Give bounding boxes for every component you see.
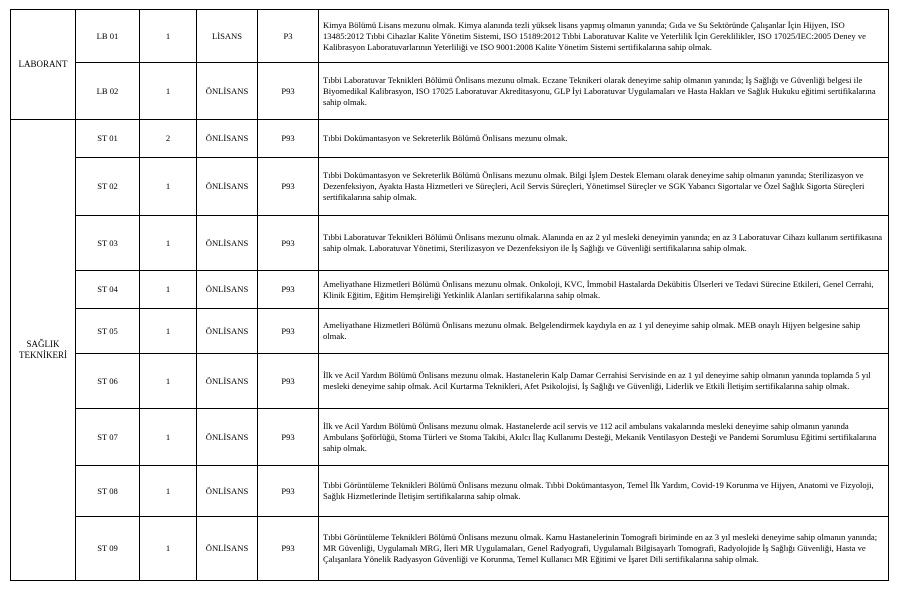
requirements-text: Tıbbi Laboratuvar Teknikleri Bölümü Önlisans mezunu olmak. Alanında en az 2 yıl mesleki deneyimin yanında; en az 3 Laboratuvar Cihazı kullanım sertifikasına sahip olmak. Laboratuvar Yönetimi, Sterilizasyon ve Dezenfeksiyon ile İş Sağlığı ve Güvenliği sertifikalarına sahip olmak. [319,216,889,271]
group-laborant: LABORANT [11,10,76,120]
table-row [11,409,889,466]
requirements-text: Ameliyathane Hizmetleri Bölümü Önlisans mezunu olmak. Belgelendirmek kaydıyla en az 1 yıl deneyime sahip olmak. MEB onaylı Hijyen belgesine sahip olmak. [319,309,889,354]
position-code: LB 02 [76,63,140,120]
position-count: 1 [140,271,197,309]
kpss-score-type: P93 [258,120,319,158]
position-count: 1 [140,409,197,466]
table-row [11,271,889,309]
table-row [11,10,889,63]
position-code: ST 05 [76,309,140,354]
position-count: 1 [140,63,197,120]
position-code: ST 04 [76,271,140,309]
table-row [11,120,889,158]
requirements-text: Tıbbi Dokümantasyon ve Sekreterlik Bölümü Önlisans mezunu olmak. Bilgi İşlem Destek Elemanı olarak deneyime sahip olmanın yanında; Sterilizasyon ve Dezenfeksiyon, Ayakta Hasta Hizmetleri ve Süreçleri, Acil Servis Süreçleri, Yönetimsel Süreçler ve SGK Yabancı Sigortalar ve Özel Sağlık Sigorta Süreçleri sertifikalarına sahip olmak. [319,158,889,216]
requirements-text: Kimya Bölümü Lisans mezunu olmak. Kimya alanında tezli yüksek lisans yapmış olmanın yanında; Gıda ve Su Sektöründe Çalışanlar İçin Hijyen, ISO 13485:2012 Tıbbi Cihazlar Kalite Yönetim Sistemi, ISO 15189:2012 Tıbbi Laboratuvar Kalite ve Yeterlilik İçin Gereklilikler, ISO 17025/IEC:2005 Deney ve Kalibrasyon Laboratuvarlarının Yeterliliği ve ISO 9001:2008 Kalite Yönetim Sistemi sertifikalarına sahip olmak. [319,10,889,63]
position-count: 1 [140,216,197,271]
position-code: ST 03 [76,216,140,271]
kpss-score-type: P93 [258,466,319,517]
kpss-score-type: P93 [258,158,319,216]
requirements-text: İlk ve Acil Yardım Bölümü Önlisans mezunu olmak. Hastanelerde acil servis ve 112 acil ambulans vakalarında mesleki deneyime sahip olmanın yanında Ambulans Şoförlüğü, Stoma Türleri ve Stoma Takibi, Akılcı İlaç Kullanımı Desteği, Mekanik Ventilasyon Desteği ve Pandemi Sorumlusu Eğitimi sertifikalarına sahip olmak. [319,409,889,466]
requirements-text: Tıbbi Görüntüleme Teknikleri Bölümü Önlisans mezunu olmak. Tıbbi Dokümantasyon, Temel İlk Yardım, Covid-19 Korunma ve Hijyen, Anatomi ve Fizyoloji, Sağlık Hizmetlerinde İletişim sertifikalarına sahip olmak. [319,466,889,517]
table-row [11,517,889,581]
table-row [11,63,889,120]
table-row [11,158,889,216]
kpss-score-type: P93 [258,63,319,120]
requirements-text: Tıbbi Dokümantasyon ve Sekreterlik Bölümü Önlisans mezunu olmak. [319,120,889,158]
requirements-text: Ameliyathane Hizmetleri Bölümü Önlisans mezunu olmak. Onkoloji, KVC, İmmobil Hastalarda Dekübitis Ülserleri ve Tedavi Sürecine Etkileri, Genel Cerrahi, Klinik Eğitim, Eğitim Hemşireliği Yetkinlik Alanları sertifikalarına sahip olmak. [319,271,889,309]
kpss-score-type: P93 [258,271,319,309]
education-level: ÖNLİSANS [197,63,258,120]
education-level: LİSANS [197,10,258,63]
position-code: ST 02 [76,158,140,216]
requirements-text: Tıbbi Görüntüleme Teknikleri Bölümü Önlisans mezunu olmak. Kamu Hastanelerinin Tomografi biriminde en az 3 yıl mesleki deneyime sahip olmanın yanında; MR Güvenliği, Uygulamalı MRG, İleri MR Uygulamaları, Genel Radyografi, Uygulamalı Bilgisayarlı Tomografi, Radyolojide İş Sağlığı Güvenliği, Hasta ve Çalışanlara Yönelik Radyasyon Güvenliği ve Korunma, Temel Kullanıcı MR Eğitimi ve İşaret Dili sertifikalarına sahip olmak. [319,517,889,581]
education-level: ÖNLİSANS [197,409,258,466]
position-count: 1 [140,309,197,354]
position-code: ST 06 [76,354,140,409]
education-level: ÖNLİSANS [197,466,258,517]
education-level: ÖNLİSANS [197,158,258,216]
education-level: ÖNLİSANS [197,271,258,309]
position-count: 1 [140,10,197,63]
position-count: 1 [140,158,197,216]
document-page [10,9,889,581]
position-code: ST 01 [76,120,140,158]
kpss-score-type: P93 [258,354,319,409]
position-code: LB 01 [76,10,140,63]
position-code: ST 09 [76,517,140,581]
position-count: 1 [140,354,197,409]
position-code: ST 07 [76,409,140,466]
position-code: ST 08 [76,466,140,517]
kpss-score-type: P93 [258,216,319,271]
kpss-score-type: P3 [258,10,319,63]
position-count: 1 [140,466,197,517]
table-row [11,309,889,354]
position-count: 2 [140,120,197,158]
education-level: ÖNLİSANS [197,309,258,354]
group-saglik-teknikeri: SAĞLIK TEKNİKERİ [11,120,76,581]
education-level: ÖNLİSANS [197,216,258,271]
table-row [11,216,889,271]
education-level: ÖNLİSANS [197,517,258,581]
position-count: 1 [140,517,197,581]
requirements-text: Tıbbi Laboratuvar Teknikleri Bölümü Önlisans mezunu olmak. Eczane Teknikeri olarak deneyime sahip olmanın yanında; İş Sağlığı ve Güvenliği belgesi ile Biyomedikal Kalibrasyon, ISO 17025 Laboratuvar Akreditasyonu, GLP İyi Laboratuvar Uygulamaları ve Hasta Hakları ve Sağlık Hukuku eğitimi sertifikalarına sahip olmak. [319,63,889,120]
table-row [11,354,889,409]
table-row [11,466,889,517]
education-level: ÖNLİSANS [197,120,258,158]
kpss-score-type: P93 [258,309,319,354]
education-level: ÖNLİSANS [197,354,258,409]
kpss-score-type: P93 [258,517,319,581]
positions-table [10,9,889,581]
kpss-score-type: P93 [258,409,319,466]
requirements-text: İlk ve Acil Yardım Bölümü Önlisans mezunu olmak. Hastanelerin Kalp Damar Cerrahisi Servisinde en az 1 yıl deneyime sahip olmanın yanında toplamda 5 yıl mesleki deneyime sahip olmak. Acil Kurtarma Teknikleri, Afet Psikolojisi, İş Sağlığı ve Güvenliği, Liderlik ve Etkili İletişim sertifikalarına sahip olmak. [319,354,889,409]
